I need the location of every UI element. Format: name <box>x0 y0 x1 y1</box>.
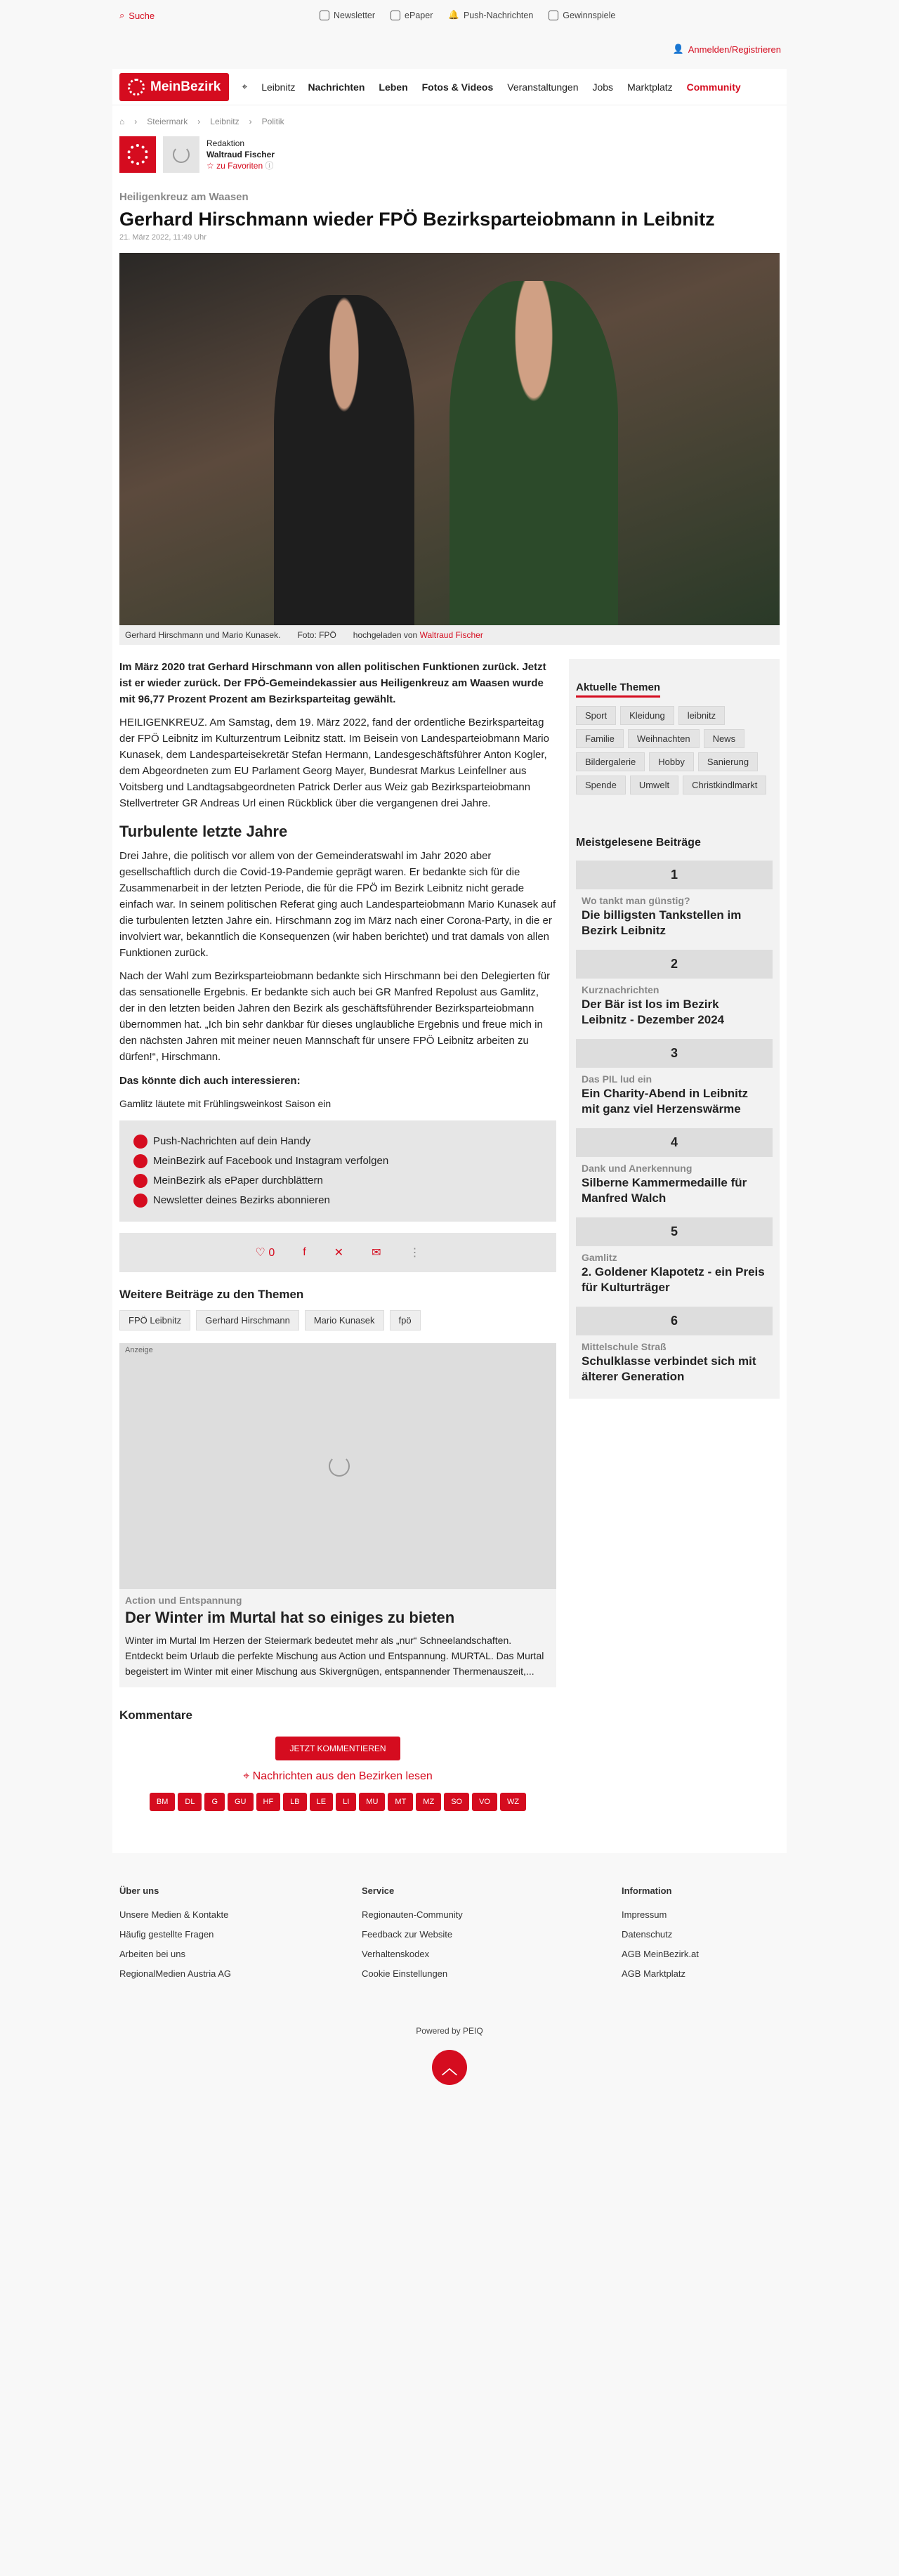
footer-heading: Service <box>362 1885 395 1896</box>
district-button[interactable]: WZ <box>500 1793 526 1811</box>
most-read-item[interactable] <box>576 889 773 939</box>
districts-link[interactable]: ⌖ Nachrichten aus den Bezirken lesen <box>243 1770 433 1782</box>
article-lead: Im März 2020 trat Gerhard Hirschmann von allen politischen Funktionen zurück. Jetzt ist er wieder zurück. Der FPÖ-Gemeindekassier aus Heiligenkreuz am Waasen wurde mit 96,77 Prozent Prozent am Bezirksparteitag gewählt. <box>119 661 546 705</box>
district-button[interactable]: GU <box>228 1793 254 1811</box>
rank-number: 6 <box>576 1307 773 1335</box>
district-button[interactable]: DL <box>178 1793 202 1811</box>
content-columns <box>112 645 787 1853</box>
most-read-item[interactable] <box>576 1335 773 1385</box>
nav-leben[interactable]: Leben <box>379 81 408 93</box>
theme-tag[interactable]: Gerhard Hirschmann <box>196 1310 299 1331</box>
facebook-share-icon[interactable]: f <box>303 1246 306 1258</box>
topics-heading: Aktuelle Themen <box>576 681 660 698</box>
footer-link[interactable]: Unsere Medien & Kontakte <box>119 1909 229 1920</box>
district-button[interactable]: VO <box>472 1793 497 1811</box>
more-icon[interactable]: ⋮ <box>409 1247 421 1259</box>
rank-number: 3 <box>576 1039 773 1068</box>
district-button[interactable]: MZ <box>416 1793 441 1811</box>
footer-heading: Information <box>622 1885 672 1896</box>
article-paragraph: Nach der Wahl zum Bezirksparteiobmann bedankte sich Hirschmann bei den Delegierten für das sensationelle Ergebnis. Er bedankte sich auch bei GR Manfred Repolust aus Gamlitz, der in den letzten beiden Jahren den Bezirk als geschäftsführender Bezirksparteiobmann übernommen hat. „Ich bin sehr dankbar für dieses unglaubliche Ergebnis und freue mich in den nächsten Jahren mit meiner neuen Mannschaft für unsere FPÖ Leibnitz arbeiten zu dürfen!“, Hirschmann. <box>119 970 551 1063</box>
footer-link[interactable]: Feedback zur Website <box>362 1929 453 1940</box>
logo-icon <box>127 144 148 165</box>
theme-tags <box>119 1310 556 1331</box>
search-button[interactable]: ⌕ Suche <box>119 10 155 21</box>
breadcrumb-steiermark[interactable]: Steiermark <box>147 117 188 126</box>
epaper-icon <box>133 1174 147 1188</box>
footer-link[interactable]: Arbeiten bei uns <box>119 1949 185 1959</box>
gift-icon <box>549 11 558 20</box>
ad-teaser[interactable]: Action und Entspannung Der Winter im Murtal hat so einiges zu bieten Winter im Murtal Im Herzen der Steiermark bedeutet mehr als „nur“ Schneelandschaften. Entdeckt beim Urlaub die perfekte Mischung aus Action und Entspannung. MURTAL. Das Murtal begeistert im Winter mit einer Mischung aus Skivergnügen, entspannender Thermenauszeit,... <box>119 1589 556 1687</box>
district-button[interactable]: MT <box>388 1793 413 1811</box>
theme-tag[interactable]: FPÖ Leibnitz <box>119 1310 190 1331</box>
like-button[interactable]: ♡ 0 <box>255 1247 275 1259</box>
hero-image[interactable] <box>119 253 780 625</box>
footer-link[interactable]: AGB MeinBezirk.at <box>622 1949 699 1959</box>
breadcrumb: ⌂ › Steiermark › Leibnitz › Politik <box>119 117 284 126</box>
most-read-heading: Meistgelesene Beiträge <box>576 837 701 849</box>
breadcrumb-leibnitz[interactable]: Leibnitz <box>210 117 239 126</box>
nav-fotos[interactable]: Fotos & Videos <box>421 81 494 93</box>
push-link[interactable]: 🔔 Push-Nachrichten <box>448 10 534 20</box>
district-button[interactable]: BM <box>150 1793 176 1811</box>
topic-tag[interactable]: Umwelt <box>630 776 678 795</box>
district-button[interactable]: HF <box>256 1793 281 1811</box>
loading-icon <box>329 1456 350 1477</box>
article-paragraph: Drei Jahre, die politisch vor allem von der Gemeinderatswahl im Jahr 2020 aber gesellschaftlich durch die Covid-19-Pandemie geprägt waren. Er bedankte sich für die Zusammenarbeit in der letzten Periode, die für die FPÖ im Bezirk Leibnitz nicht gerade einfach war. In seinem politischen Referat ging auch Landesparteiobmann Mario Kunasek auf die turbulenten letzten Jahre ein. Hirschmann zog im März nach einer Corona-Party, in die er involviert war, bekanntlich die Konsequenzen (wir haben berichtet) und trat damals von allen Funktionen zurück. <box>119 850 556 959</box>
nav-items <box>308 81 740 93</box>
promo-newsletter[interactable]: Newsletter deines Bezirks abonnieren <box>133 1191 542 1210</box>
comment-button[interactable]: JETZT KOMMENTIEREN <box>275 1737 400 1760</box>
promo-epaper[interactable]: MeinBezirk als ePaper durchblättern <box>133 1171 542 1191</box>
sidebar <box>569 659 780 1399</box>
district-button[interactable]: LE <box>310 1793 333 1811</box>
main-nav <box>112 69 787 105</box>
footer-link[interactable]: Regionauten-Community <box>362 1909 463 1920</box>
item-kicker: Kurznachrichten <box>582 984 660 995</box>
topic-tag[interactable]: News <box>704 729 745 748</box>
district-button[interactable]: LI <box>336 1793 356 1811</box>
nav-nachrichten[interactable]: Nachrichten <box>308 81 365 93</box>
district-button[interactable]: SO <box>444 1793 469 1811</box>
facebook-icon <box>133 1154 147 1168</box>
logo-icon <box>128 79 145 96</box>
district-buttons <box>119 1793 556 1811</box>
footer-column <box>622 1881 780 1984</box>
chevron-up-icon: ︿ <box>441 2059 457 2077</box>
author-meta: Redaktion Waltraud Fischer ☆ zu Favoriten ⓘ <box>206 138 275 171</box>
footer-link[interactable]: Impressum <box>622 1909 667 1920</box>
mail-share-icon[interactable]: ✉ <box>372 1247 381 1259</box>
topic-tags <box>576 706 773 795</box>
nav-community[interactable]: Community <box>686 81 741 93</box>
item-title: Die billigsten Tankstellen im Bezirk Leibnitz <box>582 908 742 937</box>
theme-tag[interactable]: Mario Kunasek <box>305 1310 384 1331</box>
phone-icon <box>133 1135 147 1149</box>
page-container <box>112 69 787 1853</box>
topic-tag[interactable]: Spende <box>576 776 626 795</box>
breadcrumb-politik[interactable]: Politik <box>261 117 284 126</box>
item-kicker: Dank und Anerkennung <box>582 1163 693 1174</box>
author-box <box>112 132 787 177</box>
footer-heading: Über uns <box>119 1885 159 1896</box>
x-share-icon[interactable]: ✕ <box>334 1247 344 1259</box>
item-title: Der Bär ist los im Bezirk Leibnitz - Dezember 2024 <box>582 998 725 1026</box>
pin-icon: ⌖ <box>242 81 248 92</box>
page-title: Gerhard Hirschmann wieder FPÖ Bezirksparteiobmann in Leibnitz <box>119 209 715 230</box>
gewinnspiele-link[interactable]: Gewinnspiele <box>549 10 615 20</box>
item-kicker: Das PIL lud ein <box>582 1073 652 1085</box>
newsletter-link[interactable]: Newsletter <box>320 10 375 20</box>
article-subheading: Turbulente letzte Jahre <box>119 823 288 840</box>
themes-heading: Weitere Beiträge zu den Themen <box>119 1288 304 1301</box>
footer-link[interactable]: Verhaltenskodex <box>362 1949 430 1959</box>
rank-number: 5 <box>576 1217 773 1246</box>
topic-tag[interactable]: Kleidung <box>620 706 674 725</box>
topic-tag[interactable]: Sport <box>576 706 616 725</box>
footer-link[interactable]: Cookie Einstellungen <box>362 1968 448 1979</box>
user-icon: 👤 <box>672 44 684 54</box>
theme-tag[interactable]: fpö <box>390 1310 421 1331</box>
avatar[interactable] <box>163 136 199 173</box>
powered-by: Powered by PEIQ <box>416 2026 483 2036</box>
share-bar <box>119 1233 556 1272</box>
most-read-item[interactable] <box>576 979 773 1028</box>
item-kicker: Mittelschule Straß <box>582 1341 667 1352</box>
rank-number: 1 <box>576 861 773 889</box>
pin-icon: ⌖ <box>243 1770 250 1782</box>
item-kicker: Wo tankt man günstig? <box>582 895 690 906</box>
article-body <box>119 652 556 1853</box>
footer-link[interactable]: RegionalMedien Austria AG <box>119 1968 231 1979</box>
rank-number: 2 <box>576 950 773 979</box>
footer-link[interactable]: AGB Marktplatz <box>622 1968 686 1979</box>
mail-icon <box>320 11 329 20</box>
home-icon[interactable]: ⌂ <box>119 117 125 126</box>
top-bar <box>0 0 899 55</box>
footer-column <box>119 1881 362 1984</box>
footer-column <box>362 1881 622 1984</box>
image-caption: Gerhard Hirschmann und Mario Kunasek. Foto: FPÖ hochgeladen von Waltraud Fischer <box>119 625 780 645</box>
info-icon: ⓘ <box>265 161 274 171</box>
item-kicker: Gamlitz <box>582 1252 617 1263</box>
item-title: Schulklasse verbindet sich mit älterer Generation <box>582 1354 756 1383</box>
bell-icon: 🔔 <box>448 10 459 20</box>
rank-number: 4 <box>576 1128 773 1157</box>
search-icon: ⌕ <box>119 10 125 20</box>
topic-tag[interactable]: Hobby <box>649 752 694 771</box>
star-icon: ☆ <box>206 161 214 171</box>
item-title: Ein Charity-Abend in Leibnitz mit ganz viel Herzenswärme <box>582 1087 749 1116</box>
logo[interactable]: MeinBezirk <box>119 73 229 101</box>
footer <box>112 1881 787 1984</box>
promo-push[interactable]: Push-Nachrichten auf dein Handy <box>133 1132 542 1151</box>
topic-tag[interactable]: Christkindlmarkt <box>683 776 766 795</box>
footer-link[interactable]: Häufig gestellte Fragen <box>119 1929 214 1940</box>
login-link[interactable]: 👤 Anmelden/Registrieren <box>672 44 781 55</box>
loading-icon <box>173 146 190 163</box>
epaper-link[interactable]: ePaper <box>391 10 433 20</box>
related-heading: Das könnte dich auch interessieren: <box>119 1075 301 1087</box>
favorite-button[interactable]: ☆ zu Favoriten ⓘ <box>206 161 274 171</box>
topic-tag[interactable]: Sanierung <box>698 752 758 771</box>
article-kicker: Heiligenkreuz am Waasen <box>119 191 249 203</box>
district-button[interactable]: LB <box>283 1793 306 1811</box>
most-read-item[interactable] <box>576 1068 773 1117</box>
comments-heading: Kommentare <box>119 1708 192 1722</box>
ad-image[interactable]: Anzeige <box>119 1343 556 1589</box>
most-read-item[interactable] <box>576 1157 773 1206</box>
nav-marktplatz[interactable]: Marktplatz <box>627 81 673 93</box>
footer-link[interactable]: Datenschutz <box>622 1929 673 1940</box>
article-paragraph: HEILIGENKREUZ. Am Samstag, dem 19. März 2022, fand der ordentliche Bezirksparteitag der FPÖ Leibnitz im Kulturzentrum Leibnitz statt. Im Beisein von Landesparteiobmann Mario Kunasek, dem Landesparteisekretär Stefan Hermann, Landesgeschäftsführer Anton Kogler, dem Abgeordneten zum EU Parlament Georg Mayer, Bundesrat Markus Leinfellner aus Voitsberg und Landtagsabgeordneten Patrick Derler aus Weiz gab Bezirksparteiobmann Stellvertreter GR Andreas Url einen Rückblick über die vergangenen drei Jahre. <box>119 717 549 809</box>
district-button[interactable]: G <box>204 1793 225 1811</box>
uploader-link[interactable]: Waltraud Fischer <box>419 630 483 640</box>
brand-badge <box>119 136 156 173</box>
related-link[interactable]: Gamlitz läutete mit Frühlingsweinkost Saison ein <box>119 1098 332 1109</box>
top-links <box>320 10 615 20</box>
author-name[interactable]: Waltraud Fischer <box>206 150 275 159</box>
promo-facebook[interactable]: MeinBezirk auf Facebook und Instagram verfolgen <box>133 1151 542 1171</box>
promo-box <box>119 1120 556 1222</box>
scroll-top-button[interactable] <box>432 2050 467 2085</box>
nav-jobs[interactable]: Jobs <box>592 81 614 93</box>
mail-icon <box>133 1194 147 1208</box>
topic-tag[interactable]: Weihnachten <box>628 729 700 748</box>
item-title: 2. Goldener Klapotetz - ein Preis für Kulturträger <box>582 1265 765 1294</box>
epaper-icon <box>391 11 400 20</box>
nav-veranstaltungen[interactable]: Veranstaltungen <box>507 81 579 93</box>
item-title: Silberne Kammermedaille für Manfred Walch <box>582 1176 747 1205</box>
most-read-item[interactable] <box>576 1246 773 1295</box>
most-read-list <box>576 861 773 1385</box>
topic-tag[interactable]: leibnitz <box>678 706 725 725</box>
topic-tag[interactable]: Familie <box>576 729 624 748</box>
article-date: 21. März 2022, 11:49 Uhr <box>119 233 206 242</box>
district-button[interactable]: MU <box>359 1793 385 1811</box>
location-selector[interactable]: ⌖ Leibnitz <box>242 81 296 93</box>
topic-tag[interactable]: Bildergalerie <box>576 752 645 771</box>
